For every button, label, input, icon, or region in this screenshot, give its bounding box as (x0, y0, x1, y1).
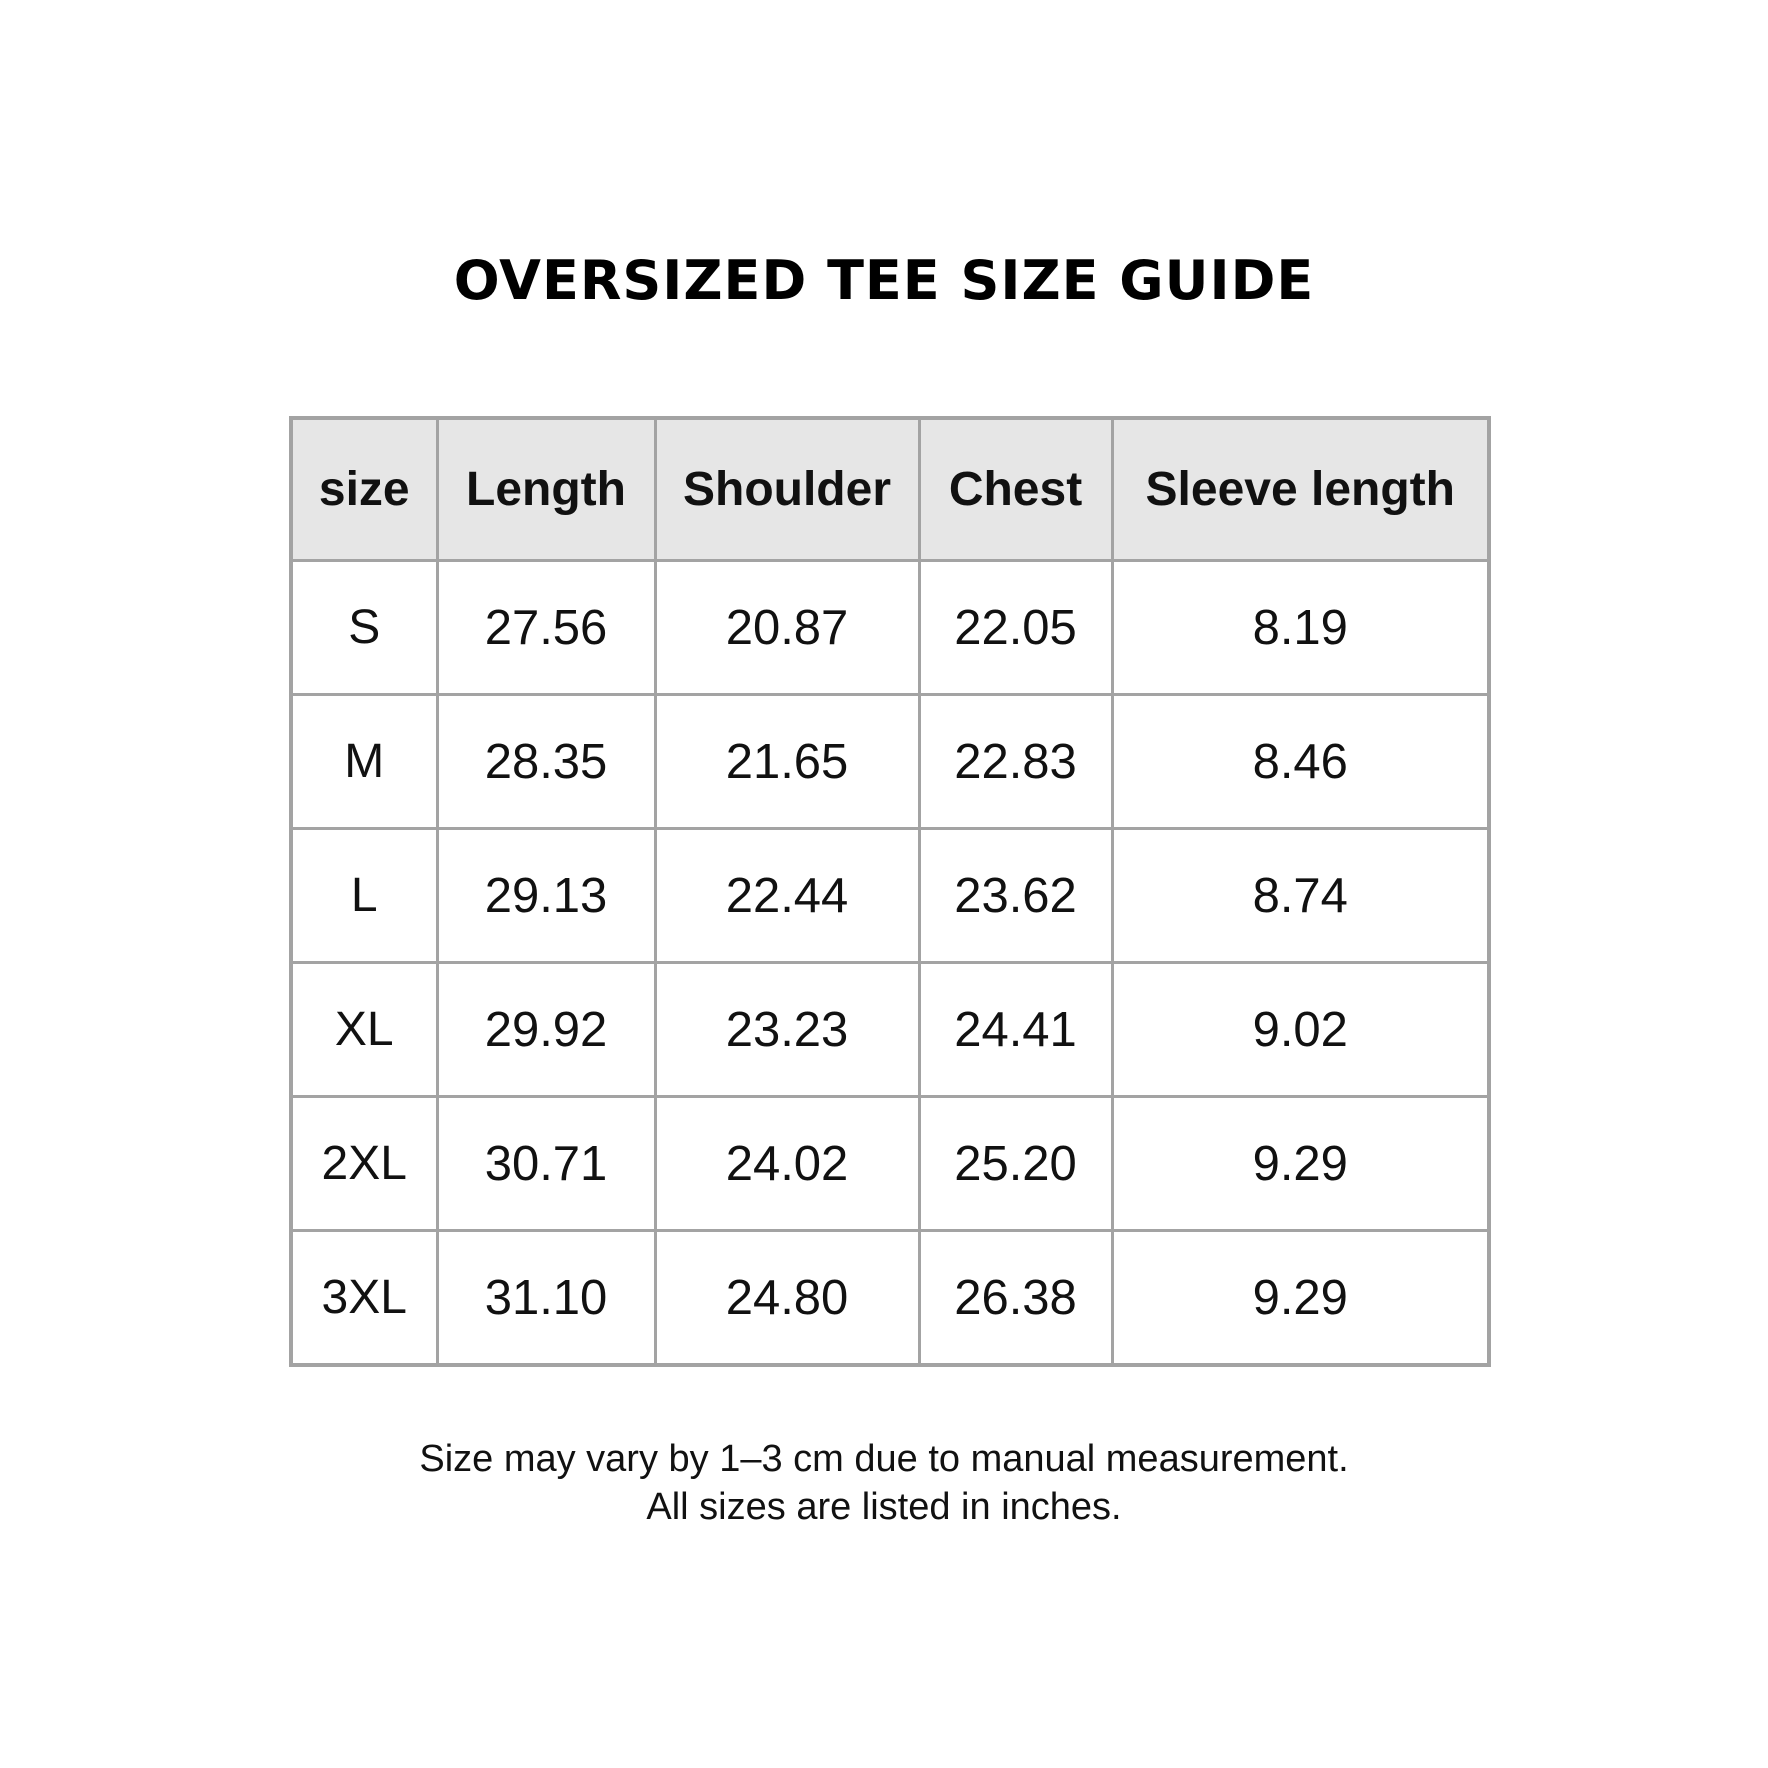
chest-cell: 26.38 (919, 1231, 1112, 1366)
page-title: OVERSIZED TEE SIZE GUIDE (453, 249, 1315, 312)
table-header-row (291, 418, 1489, 561)
sleeve-length-cell: 9.02 (1112, 963, 1489, 1097)
length-cell: 30.71 (437, 1097, 655, 1231)
chest-cell: 25.20 (919, 1097, 1112, 1231)
size-cell: L (291, 829, 437, 963)
length-cell: 28.35 (437, 695, 655, 829)
sleeve-length-cell: 8.19 (1112, 561, 1489, 695)
length-cell: 27.56 (437, 561, 655, 695)
sleeve-length-cell: 9.29 (1112, 1231, 1489, 1366)
header-size: size (291, 418, 437, 561)
table-row (291, 561, 1489, 695)
sleeve-length-cell: 8.46 (1112, 695, 1489, 829)
header-sleeve-length: Sleeve length (1112, 418, 1489, 561)
units-note: All sizes are listed in inches. (646, 1486, 1122, 1528)
chest-cell: 24.41 (919, 963, 1112, 1097)
header-length: Length (437, 418, 655, 561)
length-cell: 31.10 (437, 1231, 655, 1366)
table-row (291, 1231, 1489, 1366)
table-row (291, 1097, 1489, 1231)
length-cell: 29.92 (437, 963, 655, 1097)
table-row (291, 829, 1489, 963)
shoulder-cell: 22.44 (655, 829, 919, 963)
measurement-note: Size may vary by 1–3 cm due to manual measurement. (419, 1438, 1349, 1480)
size-cell: M (291, 695, 437, 829)
chest-cell: 22.05 (919, 561, 1112, 695)
shoulder-cell: 21.65 (655, 695, 919, 829)
sleeve-length-cell: 9.29 (1112, 1097, 1489, 1231)
header-shoulder: Shoulder (655, 418, 919, 561)
table-row (291, 963, 1489, 1097)
sleeve-length-cell: 8.74 (1112, 829, 1489, 963)
size-cell: XL (291, 963, 437, 1097)
header-chest: Chest (919, 418, 1112, 561)
size-cell: 2XL (291, 1097, 437, 1231)
size-guide-table (289, 416, 1491, 1367)
table-row (291, 695, 1489, 829)
shoulder-cell: 24.80 (655, 1231, 919, 1366)
shoulder-cell: 23.23 (655, 963, 919, 1097)
shoulder-cell: 24.02 (655, 1097, 919, 1231)
length-cell: 29.13 (437, 829, 655, 963)
chest-cell: 23.62 (919, 829, 1112, 963)
shoulder-cell: 20.87 (655, 561, 919, 695)
size-cell: S (291, 561, 437, 695)
size-cell: 3XL (291, 1231, 437, 1366)
chest-cell: 22.83 (919, 695, 1112, 829)
